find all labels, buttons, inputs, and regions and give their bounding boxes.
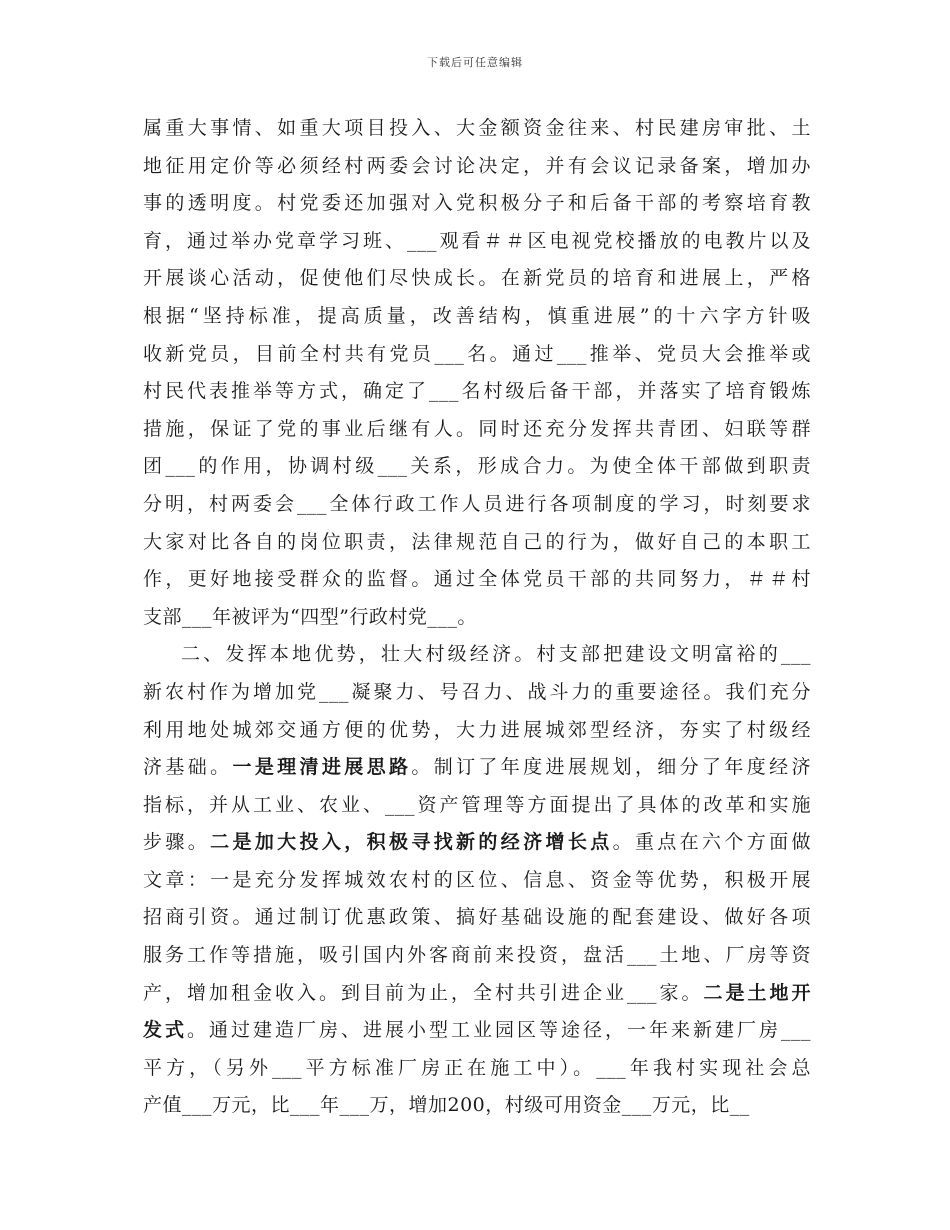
text-line <box>143 824 811 862</box>
page-header: 下载后可任意编辑 <box>427 56 523 69</box>
text-line <box>143 862 811 900</box>
text-segment: 文章：一是充分发挥城效农村的区位、信息、资金等优势，积极开展 <box>143 868 811 891</box>
text-line <box>143 636 811 674</box>
text-segment: 作，更好地接受群众的监督。通过全体党员干部的共同努力，＃＃村 <box>143 568 811 591</box>
text-line <box>143 787 811 825</box>
text-segment: 大家对比各自的岗位职责，法律规范自己的行为，做好自己的本职工 <box>143 530 811 553</box>
text-line <box>143 110 811 148</box>
text-line <box>143 223 811 261</box>
text-line <box>143 674 811 712</box>
text-segment: 村民代表推举等方式，确定了___名村级后备干部，并落实了培育锻炼 <box>143 380 811 403</box>
text-line <box>143 1012 811 1050</box>
text-segment: 平方，（另外___平方标准厂房正在施工中）。___年我村实现社会总 <box>143 1056 811 1079</box>
text-segment: 二、发挥本地优势，壮大村级经济。村支部把建设文明富裕的___ <box>181 643 811 666</box>
text-line <box>143 148 811 186</box>
text-segment: 分明，村两委会___全体行政工作人员进行各项制度的学习，时刻要求 <box>143 492 811 515</box>
text-line <box>143 749 811 787</box>
text-segment: 服务工作等措施，吸引国内外客商前来投资，盘活___土地、厂房等资 <box>143 944 811 967</box>
text-segment: 招商引资。通过制订优惠政策、搞好基础设施的配套建设、做好各项 <box>143 906 811 929</box>
text-line <box>143 448 811 486</box>
text-line <box>143 185 811 223</box>
text-segment: 步骤。 <box>143 831 211 854</box>
text-line <box>143 486 811 524</box>
text-segment: 支部___年被评为“四型”行政村党___。 <box>143 605 477 628</box>
text-line <box>143 298 811 336</box>
text-segment: 产，增加租金收入。到目前为止，全村共引进企业___家。 <box>143 981 704 1004</box>
text-line <box>143 975 811 1013</box>
text-line <box>143 899 811 937</box>
text-segment: 措施，保证了党的事业后继有人。同时还充分发挥共青团、妇联等群 <box>143 417 811 440</box>
text-line <box>143 937 811 975</box>
text-line <box>143 561 811 599</box>
text-line <box>143 373 811 411</box>
text-line <box>143 599 811 637</box>
text-line <box>143 260 811 298</box>
text-segment: 。通过建造厂房、进展小型工业园区等途径，一年来新建厂房___ <box>187 1019 811 1042</box>
bold-text-segment: 二是加大投入，积极寻找新的经济增长点 <box>210 831 613 854</box>
text-segment: 育，通过举办党章学习班、___观看＃＃区电视党校播放的电教片以及 <box>143 229 811 252</box>
text-segment: 属重大事情、如重大项目投入、大金额资金往来、村民建房审批、土 <box>143 117 811 139</box>
text-segment: 济基础。 <box>143 756 233 779</box>
text-segment: 。制订了年度进展规划，细分了年度经济 <box>411 756 811 779</box>
document-body <box>143 110 811 1125</box>
text-segment: 根据“坚持标准，提高质量，改善结构，慎重进展”的十六字方针吸 <box>143 304 811 327</box>
text-segment: 利用地处城郊交通方便的优势，大力进展城郊型经济，夯实了村级经 <box>143 718 811 741</box>
text-segment: 地征用定价等必须经村两委会讨论决定，并有会议记录备案，增加办 <box>143 154 811 177</box>
text-segment: 。重点在六个方面做 <box>612 831 811 854</box>
text-line <box>143 411 811 449</box>
text-line <box>143 524 811 562</box>
text-line <box>143 1050 811 1088</box>
text-segment: 指标，并从工业、农业、___资产管理等方面提出了具体的改革和实施 <box>143 793 811 816</box>
text-segment: 事的透明度。村党委还加强对入党积极分子和后备干部的考察培育教 <box>143 192 811 215</box>
bold-text-segment: 一是理清进展思路 <box>232 756 412 779</box>
text-segment: 产值___万元，比___年___万，增加200，村级可用资金___万元，比__ <box>143 1094 750 1117</box>
bold-text-segment: 二是土地开 <box>703 981 811 1004</box>
text-line <box>143 712 811 750</box>
bold-text-segment: 发式 <box>143 1019 187 1042</box>
text-segment: 团___的作用，协调村级___关系，形成合力。为使全体干部做到职责 <box>143 455 811 478</box>
text-line <box>143 1087 811 1125</box>
text-line <box>143 336 811 374</box>
text-segment: 新农村作为增加党___凝聚力、号召力、战斗力的重要途径。我们充分 <box>143 680 811 703</box>
text-segment: 收新党员，目前全村共有党员___名。通过___推举、党员大会推举或 <box>143 342 811 365</box>
text-segment: 开展谈心活动，促使他们尽快成长。在新党员的培育和进展上，严格 <box>143 267 811 290</box>
